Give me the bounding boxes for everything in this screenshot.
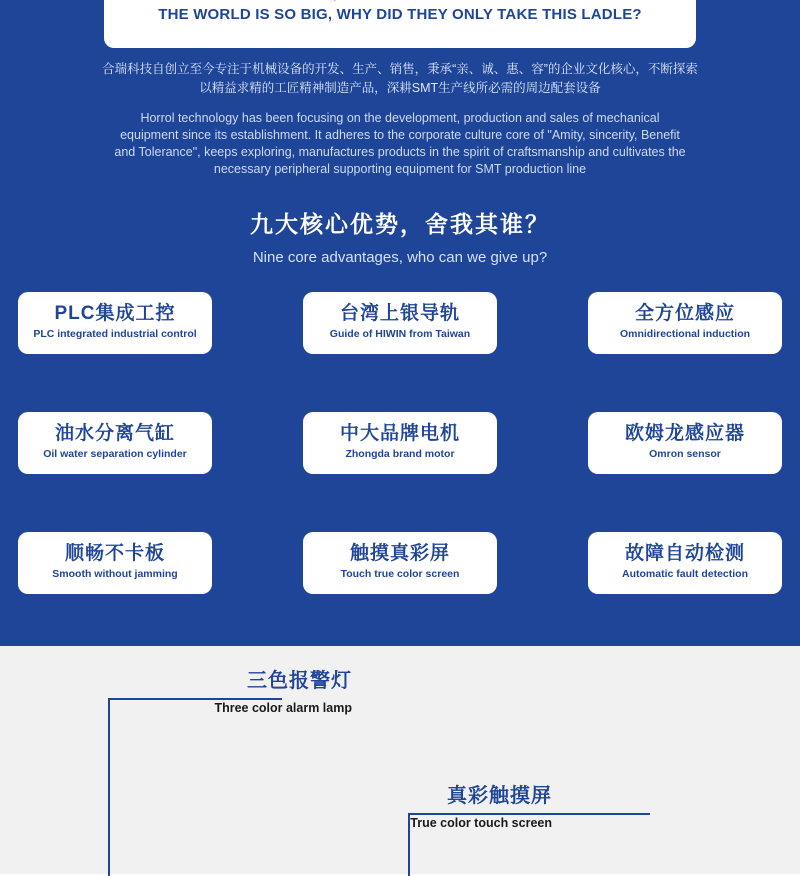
section-heading — [0, 206, 800, 266]
advantage-title-cn: 中大品牌电机 — [339, 423, 460, 444]
callout-title-en: True color touch screen — [410, 816, 552, 830]
headline-banner — [104, 0, 696, 48]
callout-leader-line — [108, 698, 282, 876]
intro-paragraph-cn: 合瑞科技自创立至今专注于机械设备的开发、生产、销售，秉承“亲、诚、惠、容”的企业文化核心，不断探索以精益求精的工匠精神制造产品，深耕SMT生产线所必需的周边配套设备 — [102, 62, 698, 95]
advantage-title-cn: PLC集成工控 — [54, 303, 176, 324]
advantage-title-en: Guide of HIWIN from Taiwan — [329, 328, 471, 340]
advantage-title-en: Oil water separation cylinder — [43, 448, 187, 460]
banner-title-en: THE WORLD IS SO BIG, WHY DID THEY ONLY TAKE THIS LADLE? — [158, 6, 642, 23]
advantage-title-en: Automatic fault detection — [621, 568, 748, 580]
advantage-title-cn: 顺畅不卡板 — [64, 543, 165, 564]
advantage-card — [303, 532, 497, 594]
banner-container — [0, 0, 800, 48]
advantage-card — [303, 292, 497, 354]
section-title-cn: 九大核心优势，舍我其谁？ — [250, 211, 550, 237]
advantage-title-cn: 触摸真彩屏 — [349, 543, 450, 564]
section-title-en: Nine core advantages, who can we give up? — [252, 249, 548, 266]
advantage-card — [303, 412, 497, 474]
advantage-card — [588, 292, 782, 354]
advantage-title-en: PLC integrated industrial control — [33, 328, 197, 340]
advantage-title-cn: 全方位感应 — [634, 303, 735, 324]
intro-block — [0, 48, 800, 178]
advantage-title-en: Touch true color screen — [340, 568, 460, 580]
intro-paragraph-en: Horrol technology has been focusing on the development, production and sales of mechanical equipment since its establishment. It adheres to the corporate culture core of "Amity, sincerity, Benefit and Tolerance", keeps exploring, manufactures products in the spirit of craftsmanship and cultivates the necessary peripheral supporting equipment for SMT production line — [114, 111, 686, 176]
advantage-card — [18, 532, 212, 594]
advantage-title-cn: 欧姆龙感应器 — [624, 423, 745, 444]
product-callout-area — [0, 646, 800, 874]
advantage-title-cn: 台湾上银导轨 — [339, 303, 460, 324]
advantage-card — [18, 412, 212, 474]
callout-title-cn: 三色报警灯 — [247, 670, 352, 692]
advantage-title-cn: 故障自动检测 — [624, 543, 745, 564]
advantage-card — [588, 412, 782, 474]
callout-title-cn: 真彩触摸屏 — [447, 785, 552, 807]
advantage-title-en: Omron sensor — [649, 448, 721, 460]
advantage-title-en: Omnidirectional induction — [619, 328, 751, 340]
advantage-title-en: Smooth without jamming — [52, 568, 178, 580]
advantage-title-cn: 油水分离气缸 — [54, 423, 175, 444]
callout-leader-line — [408, 813, 650, 876]
advantage-card — [588, 532, 782, 594]
advantage-card-grid — [0, 292, 800, 594]
callout-title-en: Three color alarm lamp — [214, 701, 352, 715]
advantage-title-en: Zhongda brand motor — [345, 448, 455, 460]
advantage-card — [18, 292, 212, 354]
